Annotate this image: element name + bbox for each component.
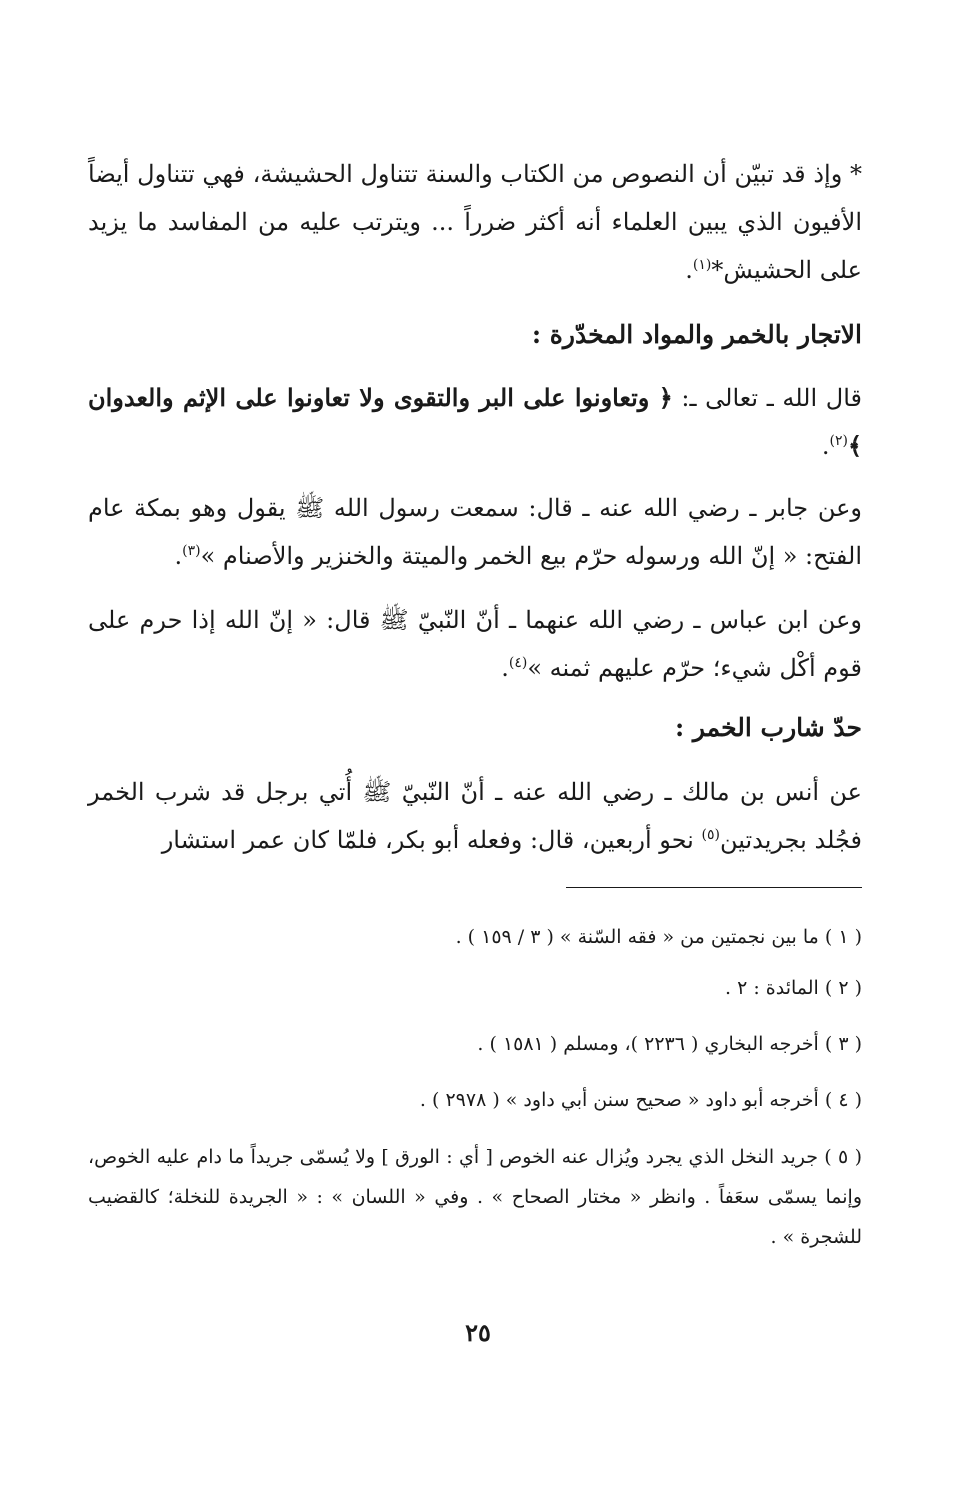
paragraph-anas-hadith [88,768,862,864]
footnote-5: ( ٥ ) جريد النخل الذي يجرد ويُزال عنه الخوص [ أي : الورق ] ولا يُسمّى جريداً ما دام عليه الخوص، وإنما يسمّى سعَفاً . وانظر « مختار الصحاح » . وفي « اللسان » : « الجريدة للنخلة؛ كالقضيب للشجرة » . [88,1146,863,1248]
footnote-2: ( ٢ ) المائدة : ٢ . [724,977,862,999]
paragraph-opium-end: . [685,256,693,284]
paragraph-quran-end: . [821,432,830,460]
heading-punishment-drinker: حدّ شارب الخمر : [674,713,862,742]
paragraph-anas-text-b: نحو أربعين، قال: وفعله أبو بكر، فلمّا كان عمر استشار [161,826,702,854]
paragraph-ibn-abbas-end: . [501,654,509,682]
footnote-ref-5[interactable]: (٥) [701,827,720,843]
paragraph-jabir-end: . [174,542,183,570]
paragraph-jabir-text: وعن جابر ـ رضي الله عنه ـ قال: سمعت رسول الله ﷺ يقول وهو بمكة عام الفتح: « إنّ الله ورسوله حرّم بيع الخمر والميتة والخنزير والأصنام » [88,494,862,570]
paragraph-ibn-abbas-text: وعن ابن عباس ـ رضي الله عنهما ـ أنّ النّبيّ ﷺ قال: « إنّ الله إذا حرم على قوم أكْل شيء؛ حرّم عليهم ثمنه » [88,606,862,682]
paragraph-quran-intro: قال الله ـ تعالى ـ: [672,384,863,412]
paragraph-quran-verse [88,374,862,470]
quran-verse: ﴿ وتعاونوا على البر والتقوى ولا تعاونوا على الإثم والعدوان ﴾ [88,383,862,460]
footnote-separator [566,887,862,888]
paragraph-opium [88,150,862,294]
footnote-ref-1[interactable]: (١) [692,257,712,273]
paragraph-jabir-hadith [88,484,862,580]
footnote-1: ( ١ ) ما بين نجمتين من « فقه السّنة » ( ٣ / ١٥٩ ) . [455,926,862,948]
paragraph-opium-text: * وإذ قد تبيّن أن النصوص من الكتاب والسنة تتناول الحشيشة، فهي تتناول أيضاً الأفيون الذي يبين العلماء أنه أكثر ضرراً ... ويترتب عليه من المفاسد ما يزيد على الحشيش* [88,160,862,284]
footnote-4: ( ٤ ) أخرجه أبو داود « صحيح سنن أبي داود » ( ٢٩٧٨ ) . [419,1089,862,1111]
page-number: ٢٥ [465,1318,491,1347]
paragraph-anas-text-a: عن أنس بن مالك ـ رضي الله عنه ـ أنّ النّبيّ ﷺ أُتي برجل قد شرب الخمر فجُلد بجريدتين [88,778,862,854]
footnote-ref-4[interactable]: (٤) [508,655,528,671]
footnote-ref-2[interactable]: (٢) [829,433,848,449]
paragraph-ibn-abbas-hadith [88,596,862,692]
footnote-ref-3[interactable]: (٣) [182,543,201,559]
footnote-3: ( ٣ ) أخرجه البخاري ( ٢٢٣٦ )، ومسلم ( ١٥٨١ ) . [477,1033,862,1055]
heading-trade-alcohol: الاتجار بالخمر والمواد المخدّرة : [531,320,862,349]
